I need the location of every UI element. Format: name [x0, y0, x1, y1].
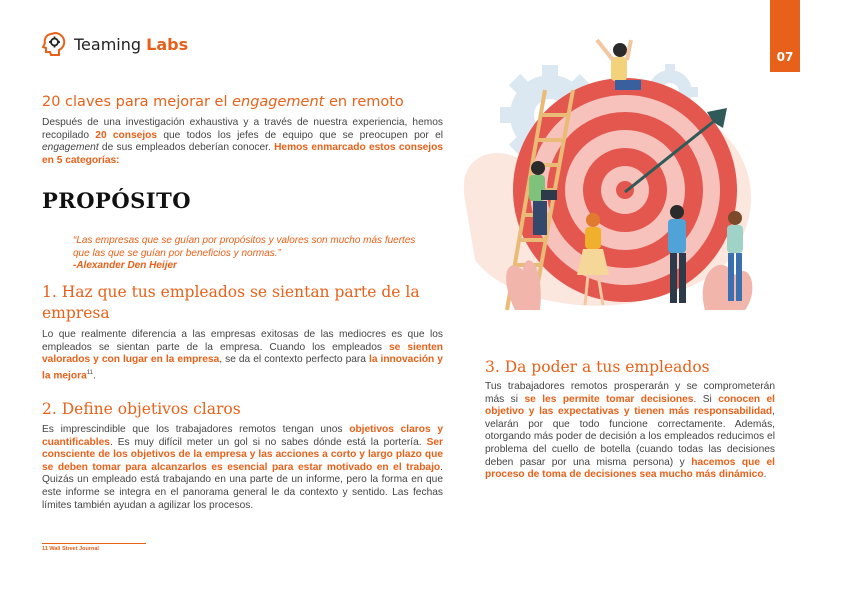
- brand-name: Teaming Labs: [74, 34, 189, 54]
- page-title: 20 claves para mejorar el engagement en remoto: [42, 94, 404, 110]
- paragraph-2: Es imprescindible que los trabajadores remotos tengan unos objetivos claros y cuantificables. Es muy difícil meter un gol si no sabes dónde está la portería. Ser consciente de los objetivos de la empresa y las acciones a corto y largo plazo que se deben tomar para alcanzarlos es esencial para estar motivado en el trabajo. Quizás un empleado está trabajando en una parte de un informe, pero la forma en que este informe se integra en el panorama general le da contexto y sentido. Las fechas límites también ayudan a agilizar los procesos.: [42, 424, 443, 511]
- gear-head-icon: [42, 31, 68, 57]
- target-team-illustration: [445, 20, 775, 320]
- footnote-divider: [42, 543, 146, 544]
- brand-logo: [42, 30, 212, 58]
- quote-author: -Alexander Den Heijer: [73, 260, 177, 271]
- footnote: 11 Wall Street Journal: [42, 546, 99, 552]
- intro-paragraph: Después de una investigación exhaustiva y a través de nuestra experiencia, hemos recopilado 20 consejos que todos los jefes de equipo que se preocupen por el engagement de sus empleados deberían conocer. Hemos enmarcado estos consejos en 5 categorías:: [42, 117, 444, 166]
- person-man-blue: [668, 205, 686, 303]
- heading-3: 3. Da poder a tus empleados: [485, 358, 710, 376]
- heading-1: 1. Haz que tus empleados se sientan parte de la empresa: [42, 283, 420, 322]
- quote-block: [73, 235, 433, 273]
- page-number: 07: [776, 50, 794, 64]
- quote-text: “Las empresas que se guían por propósitos y valores son mucho más fuertes que las que se guían por beneficios y normas.”: [73, 235, 416, 259]
- section-title: PROPÓSITO: [42, 188, 192, 213]
- paragraph-3: Tus trabajadores remotos prosperarán y se comprometerán más si se les permite tomar decisiones. Si conocen el objetivo y las expectativas y tienen más responsabilidad, velarán por que todo funcione correctamente. Además, otorgando más poder de decisión a los empleados reducimos el problema del cuello de botella (cuando todas las decisiones deben pasar por una misma persona) y hacemos que el proceso de toma de decisiones sea mucho más dinámico.: [485, 381, 775, 481]
- paragraph-1: Lo que realmente diferencia a las empresas exitosas de las mediocres es que los empleados se sientan parte de la empresa. Cuando los empleados se sienten valorados y con lugar en la empresa, se da el contexto perfecto para la innovación y la mejora$^{11}$.: [42, 329, 443, 382]
- heading-2: 2. Define objetivos claros: [42, 400, 241, 418]
